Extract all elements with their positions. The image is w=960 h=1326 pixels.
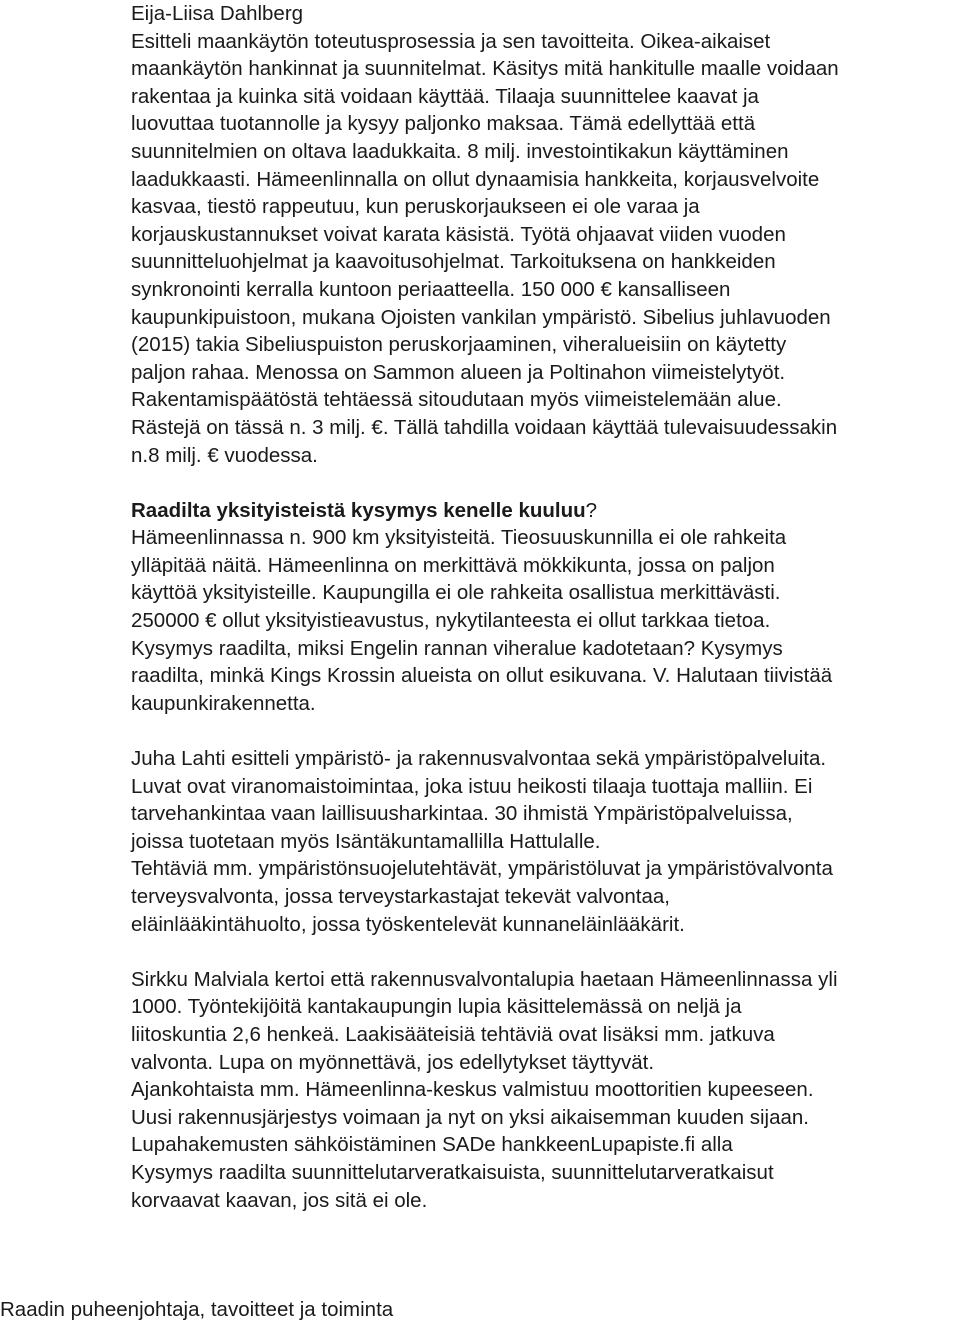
text-line: laadukkaasti. Hämeenlinnalla on ollut dynaamisia hankkeita, korjausvelvoite [131, 167, 820, 191]
paragraph-lahti [131, 745, 957, 938]
document-body [131, 0, 957, 1242]
text-line: terveysvalvonta, jossa terveystarkastajat tekevät valvontaa, [131, 885, 670, 908]
text-line: korvaavat kaavan, jos sitä ei ole. [131, 1188, 428, 1212]
text-line: Hämeenlinnassa n. 900 km yksityisteitä. Tieosuuskunnilla ei ole rahkeita [131, 526, 787, 550]
text-line: Esitteli maankäytön toteutusprosessia ja sen tavoitteita. Oikea-aikaiset [131, 29, 771, 53]
text-line: joissa tuotetaan myös Isäntäkuntamallilla Hattulalle. [131, 829, 601, 853]
section-heading-tail: ? [585, 498, 598, 522]
paragraph-malviala [131, 966, 957, 1214]
text-line: 250000 € ollut yksityistieavustus, nykytilanteesta ei ollut tarkkaa tietoa. [131, 609, 771, 633]
text-line: paljon rahaa. Menossa on Sammon alueen ja Poltinahon viimeistelytyöt. [131, 360, 786, 384]
text-line: raadilta, minkä Kings Krossin alueista on ollut esikuvana. V. Halutaan tiivistää [131, 664, 833, 688]
text-line: luovuttaa tuotannolle ja kysyy paljonko maksaa. Tämä edellyttää että [131, 112, 756, 136]
text-line: Tehtäviä mm. ympäristönsuojelutehtävät, ympäristöluvat ja ympäristövalvonta [131, 857, 833, 881]
text-line: korjauskustannukset voivat karata käsistä. Työtä ohjaavat viiden vuoden [131, 222, 786, 246]
text-line: Eija-Liisa Dahlberg [131, 2, 304, 25]
footer-heading: Raadin puheenjohtaja, tavoitteet ja toiminta [0, 1298, 394, 1321]
text-line: kaupunkipuistoon, mukana Ojoisten vankilan ympäristö. Sibelius juhlavuoden [131, 305, 831, 329]
text-line: kasvaa, tiestö rappeutuu, kun peruskorjaukseen ei ole varaa ja [131, 195, 700, 219]
text-line: Juha Lahti esitteli ympäristö- ja rakennusvalvontaa sekä ympäristöpalveluita. [131, 747, 827, 771]
text-line: (2015) takia Sibeliuspuiston peruskorjaaminen, viheralueisiin on käytetty [131, 333, 787, 357]
text-line: synkronointi kerralla kuntoon periaatteella. 150 000 € kansalliseen [131, 277, 731, 301]
section-heading [131, 497, 957, 525]
section-heading-bold: Raadilta yksityisteistä kysymys kenelle kuuluu [131, 498, 586, 522]
text-line: n.8 milj. € vuodessa. [131, 443, 318, 467]
text-line: Luvat ovat viranomaistoimintaa, joka istuu heikosti tilaaja tuottaja malliin. Ei [131, 774, 813, 798]
text-line: rakentaa ja kuinka sitä voidaan käyttää. Tilaaja suunnittelee kaavat ja [131, 84, 759, 108]
text-line: Sirkku Malviala kertoi että rakennusvalvontalupia haetaan Hämeenlinnassa yli [131, 967, 838, 991]
paragraph-yksityistiet [131, 497, 957, 718]
text-line: liitoskuntia 2,6 henkeä. Laakisääteisiä tehtäviä ovat lisäksi mm. jatkuva [131, 1022, 775, 1046]
text-line: eläinlääkintähuolto, jossa työskentelevät kunnaneläinlääkärit. [131, 912, 685, 936]
text-line: kaupunkirakennetta. [131, 691, 316, 715]
text-line: Rakentamispäätöstä tehtäessä sitoudutaan myös viimeistelemään alue. [131, 388, 782, 412]
text-line: Uusi rakennusjärjestys voimaan ja nyt on yksi aikaisemman kuuden sijaan. [131, 1105, 809, 1129]
text-line: suunnitelmien on oltava laadukkaita. 8 milj. investointikakun käyttäminen [131, 139, 789, 163]
text-line: Kysymys raadilta suunnittelutarveratkaisuista, suunnittelutarveratkaisut [131, 1160, 774, 1184]
text-line: käyttöä yksityisteille. Kaupungilla ei ole rahkeita osallistua merkittävästi. [131, 581, 781, 605]
text-line: Ajankohtaista mm. Hämeenlinna-keskus valmistuu moottoritien kupeeseen. [131, 1078, 814, 1102]
text-line: Rästejä on tässä n. 3 milj. €. Tällä tahdilla voidaan käyttää tulevaisuudessakin [131, 415, 838, 439]
paragraph-dahlberg [131, 0, 957, 469]
text-line: valvonta. Lupa on myönnettävä, jos edellytykset täyttyvät. [131, 1050, 655, 1074]
text-line: suunnitteluohjelmat ja kaavoitusohjelmat. Tarkoituksena on hankkeiden [131, 250, 776, 274]
text-line: ylläpitää näitä. Hämeenlinna on merkittävä mökkikunta, jossa on paljon [131, 553, 775, 577]
text-line: maankäytön hankinnat ja suunnitelmat. Käsitys mitä hankitulle maalle voidaan [131, 57, 839, 81]
text-line: Lupahakemusten sähköistäminen SADe hankkeenLupapiste.fi alla [131, 1133, 733, 1157]
text-line: Kysymys raadilta, miksi Engelin rannan viheralue kadotetaan? Kysymys [131, 636, 783, 660]
text-line: 1000. Työntekijöitä kantakaupungin lupia käsittelemässä on neljä ja [131, 995, 742, 1019]
text-line: tarvehankintaa vaan laillisuusharkintaa. 30 ihmistä Ympäristöpalveluissa, [131, 802, 793, 826]
